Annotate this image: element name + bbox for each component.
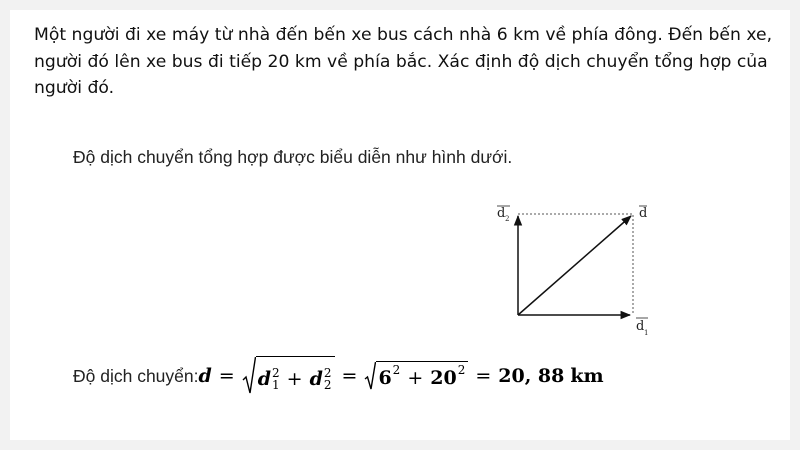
label-d2-subscript: 2	[505, 215, 510, 223]
d2-exponent: 2	[323, 365, 332, 380]
label-d1-subscript: 1	[644, 329, 649, 337]
num-20-exponent: 2	[457, 362, 466, 377]
d2-subscript: 2	[323, 377, 332, 392]
content-card	[10, 10, 790, 440]
formula-unit: km	[570, 365, 604, 387]
formula-equals-1: =	[218, 365, 235, 387]
term-d1: d	[257, 367, 272, 390]
formula-equals-2: =	[341, 365, 358, 387]
radical-sign-icon	[242, 356, 256, 396]
question-text: Một người đi xe máy từ nhà đến bến xe bus cách nhà 6 km về phía đông. Đến bến xe, người đó lên xe bus đi tiếp 20 km về phía bắc. Xác định độ dịch chuyển tổng hợp của người đó.	[34, 25, 773, 98]
num-6-exponent: 2	[392, 362, 401, 377]
sqrt-numeric	[364, 361, 468, 391]
answer-line	[73, 354, 604, 398]
answer-label: Độ dịch chuyển:	[73, 365, 199, 386]
d1-exponent: 2	[272, 365, 280, 380]
formula-plus-1: +	[286, 367, 303, 390]
sqrt-sum-of-squares	[242, 356, 335, 396]
displacement-diagram	[480, 185, 650, 345]
radical-sign-icon	[364, 361, 376, 391]
term-d2: d	[309, 367, 323, 390]
formula-plus-2: +	[407, 366, 424, 389]
vector-d-resultant	[518, 216, 631, 315]
label-d: d	[639, 206, 648, 221]
displacement-formula	[199, 356, 604, 396]
num-20: 20	[430, 366, 457, 389]
formula-lhs: d	[198, 365, 212, 387]
label-d1: d	[636, 319, 645, 334]
d1-subscript: 1	[272, 377, 280, 392]
solution-intro: Độ dịch chuyển tổng hợp được biểu diễn như hình dưới.	[73, 147, 513, 167]
formula-equals-3: =	[475, 365, 492, 387]
num-6: 6	[378, 366, 392, 389]
label-d2: d	[497, 206, 506, 221]
formula-result: 20, 88	[498, 365, 565, 387]
